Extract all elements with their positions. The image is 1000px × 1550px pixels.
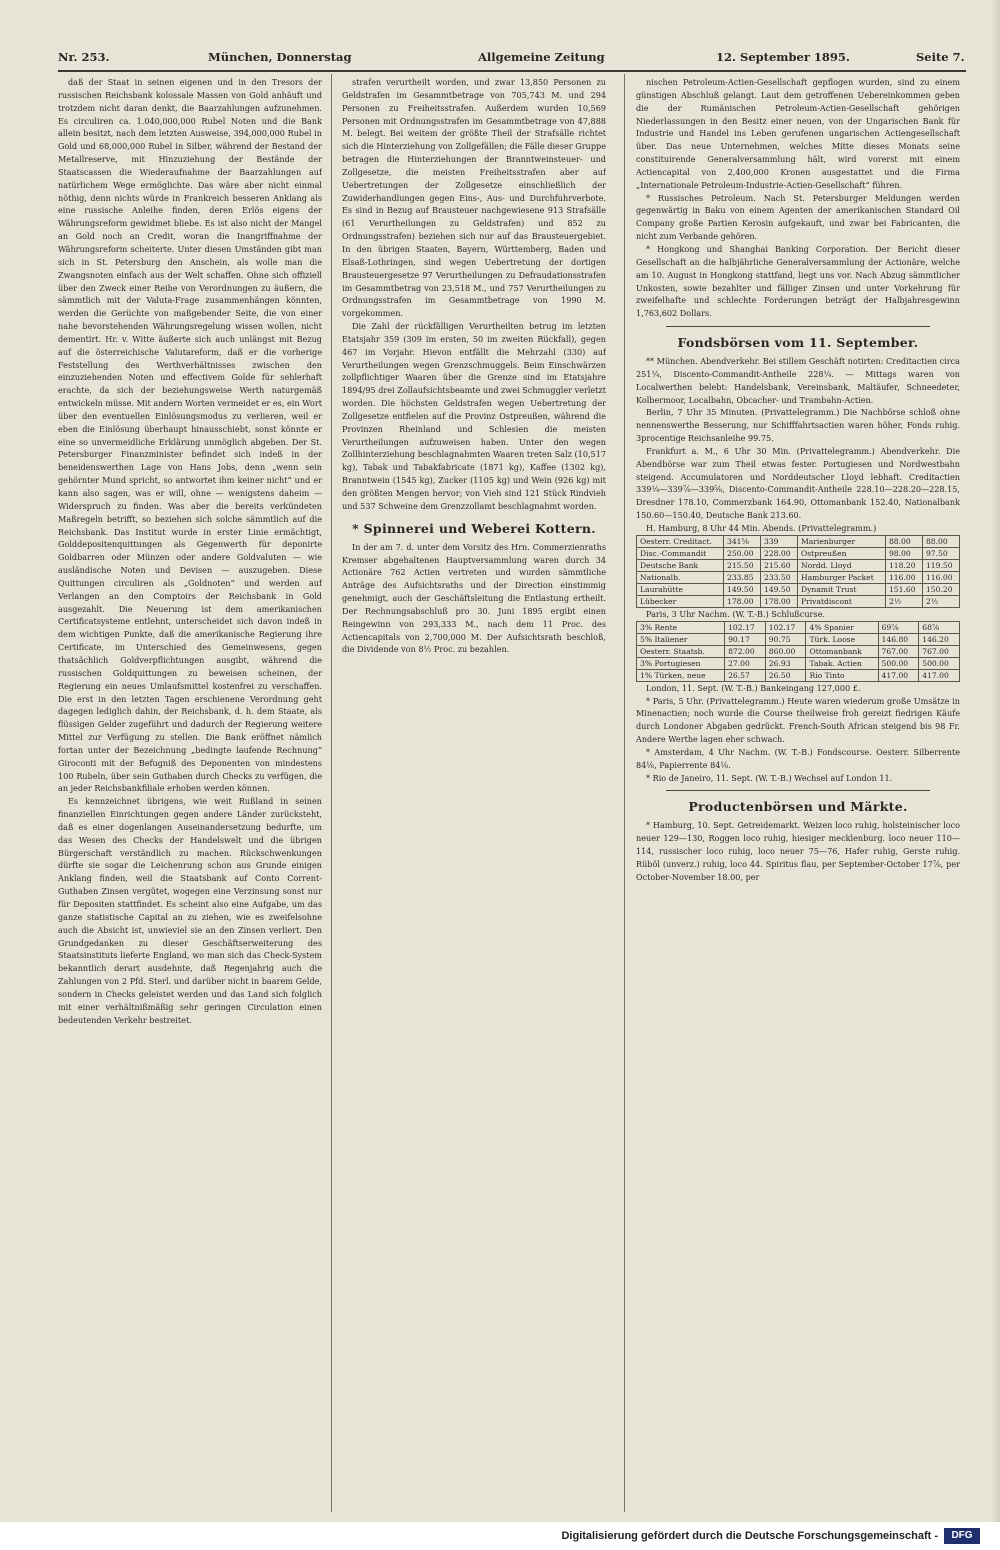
quote-cell: 2½ — [885, 595, 922, 607]
quote-cell: 228.00 — [760, 547, 797, 559]
quote-cell: 151.60 — [885, 583, 922, 595]
quote-row — [637, 645, 960, 657]
quote-cell: 3% Rente — [637, 621, 725, 633]
quote-cell: 69⅞ — [878, 621, 919, 633]
page-number: Seite 7. — [916, 50, 965, 64]
quote-row — [637, 657, 960, 669]
article-paragraph: daß der Staat in seinen eigenen und in den Tresors der russischen Reichsbank kolossale Massen von Gold anhäuft und trotzdem nicht daran denkt, die Baarzahlungen aufzunehmen. Es circuliren ca. 1.040,000,000 Rubel Noten und die Bank allein besitzt, nach dem letzten Ausweise, 394,000,000 Rubel in Gold und 68,000,000 Rubel in Silber, während der Bestand der Metallreserve, mit Hinzuziehung der Bestände der Staatscassen die Wiederaufnahme der Baarzahlungen auf natürlichem Wege ermöglichte. Das wäre aber nicht einmal nöthig, denn nichts würde in Frankreich besseren Anklang als eine russische Anleihe finden, deren Erlös eigens der Währungsreform gewidmet bliebe. Es ist also nicht der Mangel an Gold noch an Credit, woran die Inangriffnahme der Währungsreform scheiterte. Unter diesen Umständen gibt man sich in St. Petersburg den Anschein, als wolle man die Zwangsnoten einfach aus der Welt schaffen. Ohne sich offiziell über den Zweck einer Reihe von Verordnungen zu äußern, die sämmtlich mit der Valuta-Frage zusammenhängen könnten, werden die Gerüchte von maßgebender Seite, die von einer nahe bevorstehenden Währungsregelung wissen wollen, nicht dementirt. Hr. v. Witte äußerte sich auch unlängst mit Bezug auf die österreichische Valutareform, daß er die vorherige Feststellung des Werthverhältnisses zwischen den einzuziehenden Noten und effectivem Golde für sehlerhaft erachte, da sich der beziehungsweise Werth naturgemäß entwickeln müsse. Mit andern Worten vermeidet er es, ein Wort über den eventuellen Einlösungsmodus zu verlieren, weil er eben die Einlösung überhaupt hinausschiebt, sonst könnte er eine so unvermeidliche Erklärung unmöglich abgeben. Der St. Petersburger Finanzminister befindet sich indeß in der beneidenswerthen Lage von Hans Jobs, denn „wenn sein gehörnter Mund spricht, so antwortet ihm keiner nicht“ und er kann also sagen, was er will, ohne — wenigstens daheim — Widerspruch zu finden. Was aber die bereits verkündeten Maßregeln betrifft, so beziehen sich solche sämmtlich auf die Reichsbank. Das Institut wurde in erster Linie ermächtigt, Golddepositenquittungen als Gegenwerth für deponirte Goldbarren oder Münzen oder andere Goldvaluten — wie ausländische Noten und Devisen — auszugeben. Diese Quittungen circuliren als „Goldnoten“ und werden auf Verlangen an den Comptoirs der Reichsbank in Gold ausgezahlt. Die Neuerung ist dem amerikanischen Certificatsysteme entlehnt, unterscheidet sich davon indeß in dem wichtigen Punkte, daß die amerikanische Regierung ihre Certificate, im Unterschied des Gemeinwesens, gegen thatsächlich Goldverpflichtungen ausgibt, während die russischen Goldquittungen zu beweisen scheinen, der Regierung ein neues Umlaufsmittel kostenfrei zu verschaffen. Die erst in den letzten Tagen erschienene Verordnung geht dagegen lediglich dahin, der Reichsbank, d. h. dem Staate, als flüssigen Gelder zugeführt und dadurch der Regierung weitere Mittel zur Verfügung zu stellen. Die Bank eröffnet nämlich fortan unter der Bezeichnung „bedingte laufende Rechnung“ Giroconti mit der Befugniß des Deponenten von mindestens 100 Rubeln, über sein Guthaben durch Checks zu verfügen, die an jeder Reichsbankfiliale erhoben werden können. — [58, 77, 322, 794]
article-paragraph: * Hamburg, 10. Sept. Getreidemarkt. Weizen loco ruhig, holsteinischer loco neuer 129—130, Roggen loco ruhig, hiesiger mecklenburg. loco neuer 110—114, russischer loco ruhig, loco neuer 75—76, Hafer ruhig, Gerste ruhig. Rüböl (unverz.) ruhig, loco 44. Spiritus flau, per September-October 17⅞, per October-November 18.00, per — [636, 820, 960, 882]
quote-cell: 98.00 — [885, 547, 922, 559]
issue-date: 12. September 1895. — [716, 50, 850, 64]
quote-cell: Privatdiscont — [797, 595, 885, 607]
quote-cell: 90.17 — [725, 633, 766, 645]
dfg-logo: DFG — [944, 1528, 980, 1544]
quote-cell: Hamburger Packet — [797, 571, 885, 583]
quote-cell: Marienburger — [797, 535, 885, 547]
quote-row — [637, 547, 960, 559]
quote-cell: 26.50 — [765, 669, 806, 681]
quote-cell: 102.17 — [765, 621, 806, 633]
quote-cell: 4% Spanier — [806, 621, 878, 633]
quote-cell: 97.50 — [922, 547, 959, 559]
column-rule — [624, 74, 625, 1512]
article-paragraph: * Hongkong und Shanghai Banking Corporation. Der Bericht dieser Gesellschaft an die halbjährliche Generalversammlung der Actionäre, welche am 10. August in Hongkong stattfand, liegt uns vor. Nach Abzug sämmtlicher Unkosten, sowie bezahlter und fälliger Zinsen und unter Vorkehrung für zweifelhafte und schlechte Forderungen beträgt der Halbjahresgewinn 1,763,602 Dollars. — [636, 243, 960, 319]
quote-cell: Laurahütte — [637, 583, 724, 595]
quote-cell: Rio Tinto — [806, 669, 878, 681]
article-paragraph: strafen verurtheilt worden, und zwar 13,850 Personen zu Geldstrafen im Gesammtbetrage von 705,743 M. und 294 Personen zu Freiheitsstrafen. Außerdem wurden 10,569 Personen mit Ordnungsstrafen im Gesammtbetrage von 47,888 M. belegt. Bei weitem der größte Theil der Strafsälle richtet sich die Hinterziehung von Zollgefällen; die Fälle dieser Gruppe betragen die Hinterziehungen der Branntweinsteuer- und Zollgesetze, die meisten Freiheitsstrafen aber auf Uebertretungen der Zollgesetze einschließlich der Zuwiderhandlungen gegen Eins-, Aus- und Durchfuhrverbote. Es sind in Bezug auf Brausteuer nachgewiesene 913 Strafsälle (61 Verurtheilungen zu Geldstrafen) und 852 zu Ordnungsstrafen) beziehen sich nur auf das Brausteuergebiet. In den übrigen Staaten, Bayern, Württemberg, Baden und Elsaß-Lothringen, sind wegen Uebertretung der dortigen Brausteuergesetze 97 Verurtheilungen zu Defraudationsstrafen im Gesammtbetrag von 23,518 M., und 757 Verurtheilungen zu Ordnungsstrafen im Gesammtbetrage von 1990 M. vorgekommen. — [342, 77, 606, 319]
issue-number: Nr. 253. — [58, 50, 110, 64]
article-paragraph: Berlin, 7 Uhr 35 Minuten. (Privattelegramm.) Die Nachbörse schloß ohne nennenswerthe Besserung, nur Schifffahrtsactien waren höher, Fonds ruhig. 3procentige Reichsanleihe 99.75. — [636, 407, 960, 444]
masthead-rule — [58, 70, 966, 72]
quote-cell: 215.50 — [723, 559, 760, 571]
quote-cell: Deutsche Bank — [637, 559, 724, 571]
article-paragraph: In der am 7. d. unter dem Vorsitz des Hrn. Commerzienraths Kremser abgehaltenen Hauptversammlung waren durch 34 Actionäre 762 Actien vertreten und wurden sämmtliche Anträge des Aufsichtsraths und der Direction einstimmig genehmigt, auch der Geschäftsleitung die Entlastung ertheilt. Der Rechnungsabschluß pro 30. Juni 1895 ergibt einen Reingewinn von 293,333 M., nach dem 11 Proc. des Actiencapitals von 2,700,000 M. Der Aufsichtsrath beschloß, die Dividende von 8½ Proc. zu bezahlen. — [342, 541, 606, 655]
article-paragraph: * Amsterdam, 4 Uhr Nachm. (W. T.-B.) Fondscourse. Oesterr. Silberrente 84⅛, Papierrente 84⅛. — [636, 746, 960, 770]
quote-cell: 178.00 — [723, 595, 760, 607]
quote-cell: 116.00 — [922, 571, 959, 583]
quote-cell: 250.00 — [723, 547, 760, 559]
quote-cell: 767.00 — [878, 645, 919, 657]
quote-cell: 5% Italiener — [637, 633, 725, 645]
quote-cell: Disc.-Commandit — [637, 547, 724, 559]
page-edge-shadow — [990, 0, 1000, 1522]
quote-cell: 872.00 — [725, 645, 766, 657]
section-separator — [666, 326, 930, 327]
place-day: München, Donnerstag — [208, 50, 352, 64]
quote-header: H. Hamburg, 8 Uhr 44 Min. Abends. (Privattelegramm.) — [646, 523, 877, 533]
quote-cell: 68⅞ — [919, 621, 960, 633]
section-heading: Fondsbörsen vom 11. September. — [677, 335, 919, 351]
quote-cell: 116.00 — [885, 571, 922, 583]
text-column-1 — [58, 76, 322, 1510]
quote-cell: 118.20 — [885, 559, 922, 571]
quote-cell: 102.17 — [725, 621, 766, 633]
quote-cell: 417.00 — [919, 669, 960, 681]
quote-cell: Lübecker — [637, 595, 724, 607]
quote-row — [637, 535, 960, 547]
quote-cell: Oesterr. Staatsb. — [637, 645, 725, 657]
quote-cell: 90.75 — [765, 633, 806, 645]
quote-row — [637, 559, 960, 571]
quote-cell: 3% Portugiesen — [637, 657, 725, 669]
footer-credit: Digitalisierung gefördert durch die Deutsche Forschungsgemeinschaft - — [561, 1530, 938, 1542]
article-paragraph: Es kennzeichnet übrigens, wie weit Rußland in seinen finanziellen Einrichtungen gegen andere Länder zurücksteht, daß es einer dogenlangen Auseinandersetzung bedurfte, um das Wesen des Checks der Handelswelt und die übrigen Bürgerschaft verständlich zu machen. Rückschwenkungen dürfte sie sogar die Leichenrung schon aus Grunde einigen Anklang finden, weil die Staatsbank auf Conto Corrent-Guthaben Zinsen vergütet, wogegen eine Verzinsung sonst nur für Depositen stattfindet. Es scheint also eine Aufgabe, um das ganze statistische Capital an zu ziehen, wie es zweifelsohne auch die Absicht ist, unwieviel sie an den Zinsen verliert. Den Grundgedanken zu dieser Geschäftserweiterung des Staatsinstituts lieferte England, wo man sich das Check-System bekanntlich derart ausdehnte, daß Regenjahrig auch die Zahlungen von 2 Pfd. Sterl. und darüber nicht in baarem Gelde, sondern in Checks geleistet werden und das Land sich folglich mit einer verhältnißmäßig sehr geringen Circulation einen bedeutenden Verkehr bestreitet. — [58, 796, 322, 1025]
quote-cell: 500.00 — [919, 657, 960, 669]
quote-row — [637, 669, 960, 681]
quote-header: Paris, 3 Uhr Nachm. (W. T.-B.) Schlußcurse. — [646, 608, 825, 619]
article-paragraph: London, 11. Sept. (W. T.-B.) Bankeingang 127,000 £. — [646, 682, 861, 693]
quote-cell: 2½ — [922, 595, 959, 607]
article-paragraph: ** München. Abendverkehr. Bei stillem Geschäft notirten: Creditactien circa 251¼, Discento-Commandit-Antheile 228¼. — Mittags waren von Localwerthen belebt: Handelsbank, Vereinsbank, Maltäufer, Schneedeter, Kolbermoor, Localbahn, Obcacher- und Trambahn-Actien. — [636, 356, 960, 405]
quote-cell: 500.00 — [878, 657, 919, 669]
quote-cell: 860.00 — [765, 645, 806, 657]
quote-row — [637, 621, 960, 633]
quote-cell: Türk. Loose — [806, 633, 878, 645]
quote-cell: 149.50 — [723, 583, 760, 595]
quote-cell: Nationalb. — [637, 571, 724, 583]
article-paragraph: * Russisches Petroleum. Nach St. Petersburger Meldungen werden gegenwärtig in Baku von einem Agenten der amerikanischen Standard Oil Company große Partien Kerosin aufgekauft, und zwar bei Fabricanten, die nicht zum Verbande gehören. — [636, 192, 960, 242]
article-paragraph: Frankfurt a. M., 6 Uhr 30 Min. (Privattelegramm.) Abendverkehr. Die Abendbörse war zum Theil etwas fester. Portugiesen und Nordwestbahn steigend. Accumulatoren und Norddeutscher Lloyd lebhaft. Creditactien 339¼—339⅞—339⅝, Discento-Commandit-Antheile 228.10—228.20—228.15, Dresdner 178.10, Commerzbank 164.90, Ottomanbank 152.40, Nationalbank 150.60—150.40, Deutsche Bank 213.60. — [636, 445, 960, 521]
quote-cell: 27.00 — [725, 657, 766, 669]
quote-cell: Dynamit Trust — [797, 583, 885, 595]
quote-cell: 146.20 — [919, 633, 960, 645]
quote-cell: 233.50 — [760, 571, 797, 583]
quote-cell: 146.80 — [878, 633, 919, 645]
quote-table — [636, 621, 960, 682]
quote-cell: 1% Türken, neue — [637, 669, 725, 681]
masthead — [58, 50, 966, 68]
quote-cell: Oesterr. Creditact. — [637, 535, 724, 547]
quote-cell: 767.00 — [919, 645, 960, 657]
quote-row — [637, 571, 960, 583]
quote-row — [637, 595, 960, 607]
section-heading: * Spinnerei und Weberei Kottern. — [352, 520, 596, 536]
quote-cell: 233.85 — [723, 571, 760, 583]
quote-cell: 26.93 — [765, 657, 806, 669]
quote-cell: Tabak. Actien — [806, 657, 878, 669]
footer-bar — [0, 1522, 1000, 1550]
quote-cell: 215.60 — [760, 559, 797, 571]
article-paragraph: Die Zahl der rückfälligen Verurtheilten betrug im letzten Etatsjahr 359 (309 im ersten, 50 im zweiten Rückfall), gegen 467 im Vorjahr. Hievon entfällt die Mehrzahl (330) auf Verurtheilungen wegen Grenzschmuggels. Beim Einschwärzen zollpflichtiger Waaren über die Grenze sind im Etatsjahre 1894/95 drei Zollaufsichtsbeamte und zwei Schmuggler verletzt worden. Die höchsten Geldstrafen wegen Uebertretung der Zollgesetze entfielen auf die Provinz Ostpreußen, während die Provinzen Rheinland und Schlesien die meisten Verurtheilungen aufzuweisen haben. Unter den wegen Zollhinterziehung beschlagnahmten Waaren treten Salz (10,517 kg), Tabak und Tabakfabricate (1871 kg), Kaffee (1302 kg), Branntwein (1545 kg), Zucker (1105 kg) und Wein (926 kg) mit den größten Mengen hervor; von Vieh sind 121 Stück Rindvieh und 537 Schweine dem Grenzzollamt beschlagnahmt worden. — [342, 321, 606, 511]
article-paragraph: nischen Petroleum-Actien-Gesellschaft gepflogen wurden, sind zu einem günstigen Abschluß gelangt. Laut dem getroffenen Uebereinkommen geben die der Rumänischen Petroleum-Actien-Gesellschaft gehörigen Niederlassungen in den Besitz einer neuen, von der Ungarischen Bank für Industrie und Handel ins Leben gerufenen ungarischen Actiengesellschaft über. Das neue Unternehmen, welches Mitte dieses Monats seine constituirende Generalversammlung hält, wird vorerst mit einem Actiencapital von 2,400,000 Kronen ausgestattet und die Firma „Internationale Petroleum-Industrie-Actien-Gesellschaft“ führen. — [636, 77, 960, 190]
text-column-2 — [342, 76, 606, 1510]
quote-cell: 119.50 — [922, 559, 959, 571]
quote-cell: 26.57 — [725, 669, 766, 681]
quote-table — [636, 535, 960, 608]
quote-cell: 178.00 — [760, 595, 797, 607]
quote-row — [637, 633, 960, 645]
quote-row — [637, 583, 960, 595]
article-paragraph: * Rio de Janeiro, 11. Sept. (W. T.-B.) Wechsel auf London 11. — [646, 772, 893, 783]
quote-cell: 339 — [760, 535, 797, 547]
quote-cell: Nordd. Lloyd — [797, 559, 885, 571]
quote-cell: 88.00 — [922, 535, 959, 547]
quote-cell: Ostpreußen — [797, 547, 885, 559]
newspaper-title: Allgemeine Zeitung — [478, 50, 605, 64]
column-rule — [331, 74, 332, 1512]
quote-cell: 88.00 — [885, 535, 922, 547]
quote-cell: 341⅝ — [723, 535, 760, 547]
section-separator — [666, 790, 930, 791]
quote-cell: 417.00 — [878, 669, 919, 681]
text-column-3 — [636, 76, 960, 1510]
section-heading: Productenbörsen und Märkte. — [688, 799, 908, 815]
article-paragraph: * Paris, 5 Uhr. (Privattelegramm.) Heute waren wiederum große Umsätze in Minenactien; noch wurde die Course theilweise froh gereizt fiedrigen Käufe durch Londoner Abgaben gedrückt. French-South African steigend bis 98 Fr. Andere Werthe lagen eher schwach. — [636, 695, 960, 745]
quote-cell: Ottomanbank — [806, 645, 878, 657]
quote-cell: 149.50 — [760, 583, 797, 595]
quote-cell: 150.20 — [922, 583, 959, 595]
